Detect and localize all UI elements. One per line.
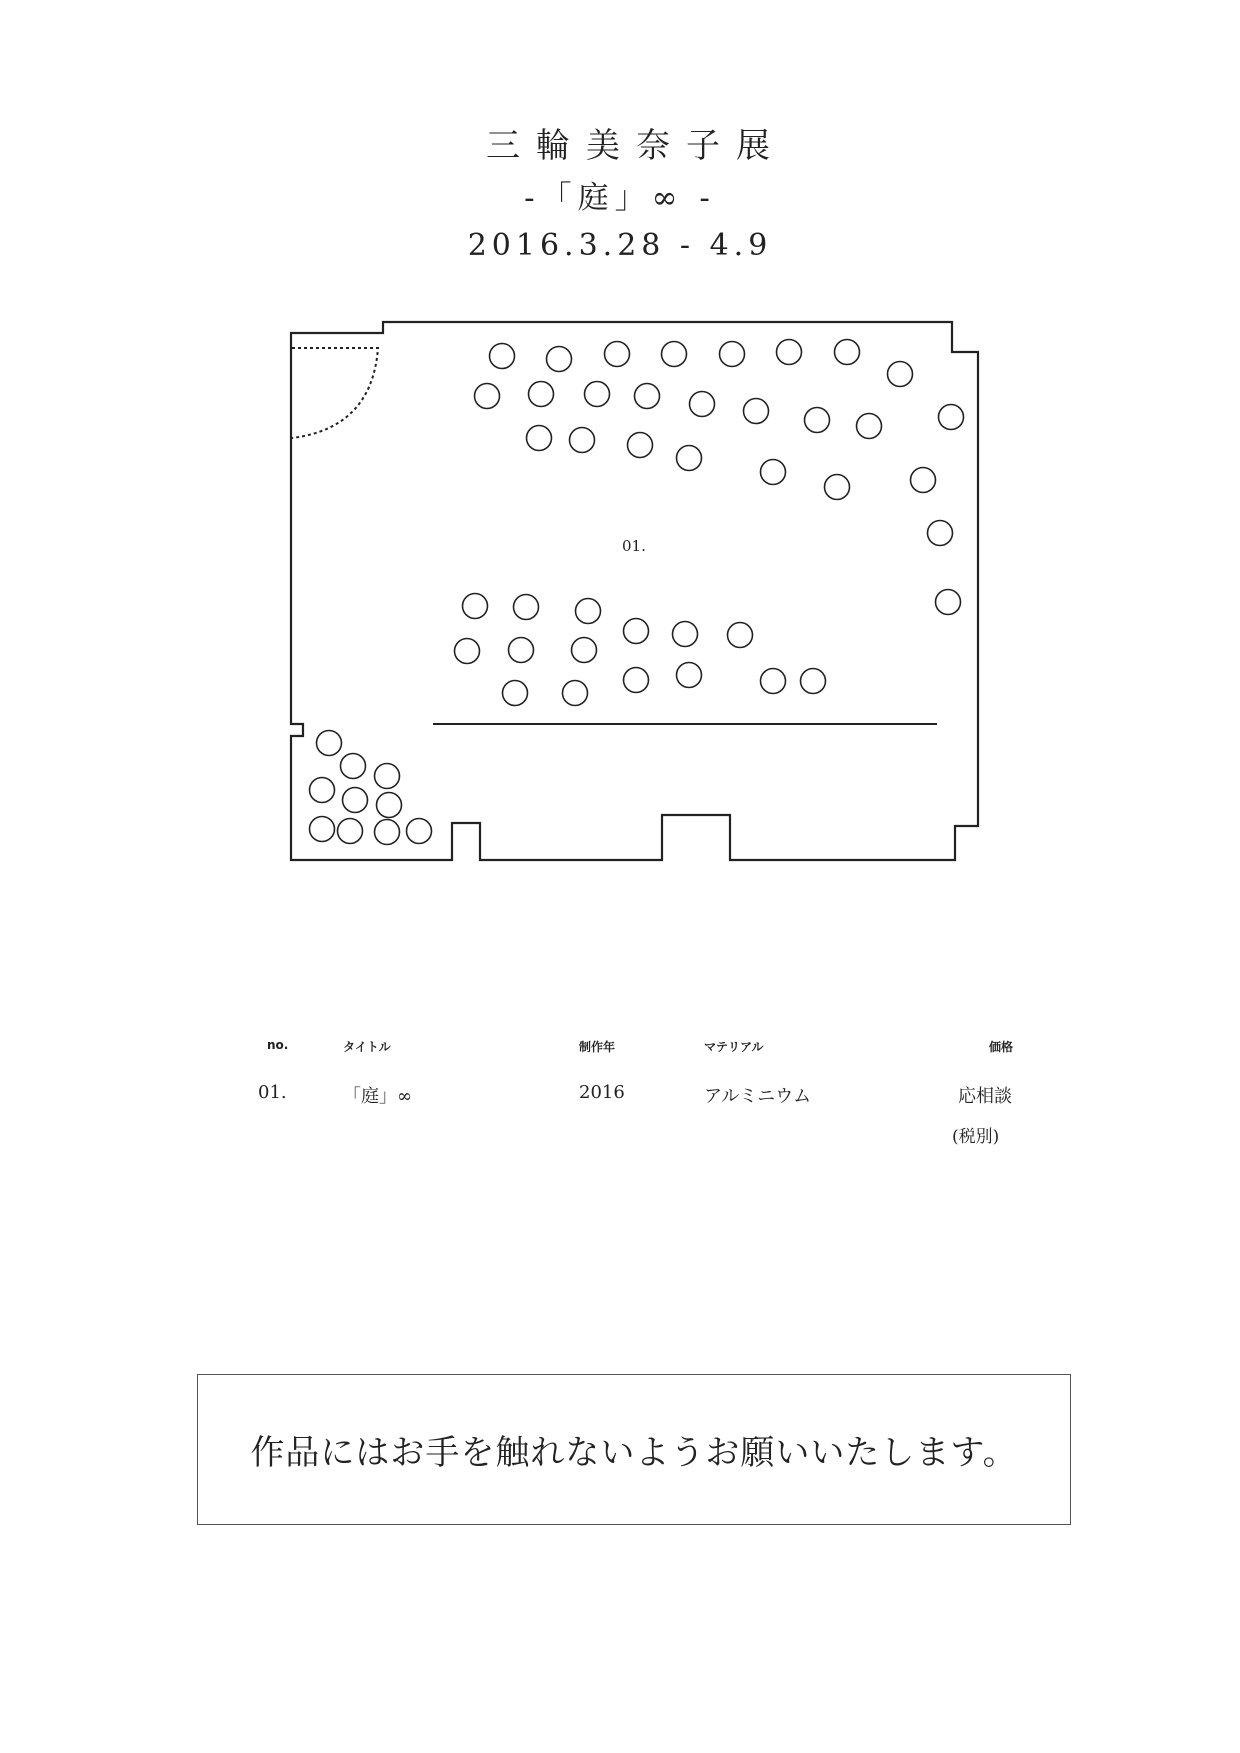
exhibition-subtitle: -「庭」∞ - [524, 180, 716, 216]
artwork-circle [310, 778, 335, 803]
artwork-circle [605, 342, 630, 367]
artwork-circle [761, 460, 786, 485]
artwork-circle [343, 788, 368, 813]
row-year: 2016 [579, 1082, 625, 1103]
header-year: 制作年 [579, 1040, 616, 1054]
artwork-circle [728, 623, 753, 648]
artwork-circle [563, 681, 588, 706]
artwork-circle [677, 663, 702, 688]
artwork-circle [624, 619, 649, 644]
artwork-circle [475, 384, 500, 409]
exhibition-title: 三輪美奈子展 [486, 126, 786, 166]
artwork-circle [570, 428, 595, 453]
artwork-circle [888, 362, 913, 387]
notice-box [197, 1374, 1071, 1525]
artwork-circle [744, 399, 769, 424]
artwork-circle [527, 426, 552, 451]
header-price: 価格 [989, 1040, 1014, 1054]
artwork-circle [547, 347, 572, 372]
row-material: アルミニウム [704, 1086, 812, 1107]
row-no: 01. [258, 1082, 287, 1103]
artwork-circle [407, 819, 432, 844]
artwork-circle [572, 638, 597, 663]
artwork-circle [624, 668, 649, 693]
artwork-circle [490, 344, 515, 369]
artwork-circle [463, 594, 488, 619]
header-no: no. [267, 1038, 289, 1052]
artwork-circle [801, 669, 826, 694]
row-price: 応相談 [958, 1086, 1012, 1107]
artwork-circle [377, 793, 402, 818]
artwork-circle [375, 764, 400, 789]
artwork-circle [720, 342, 745, 367]
artwork-circle [911, 468, 936, 493]
gallery-wall [291, 322, 978, 860]
door-swing [292, 348, 378, 438]
artwork-circle [928, 521, 953, 546]
header-title: タイトル [343, 1040, 391, 1054]
artwork-circle [576, 599, 601, 624]
row-title: 「庭」∞ [343, 1086, 412, 1107]
artwork-circles [310, 340, 964, 845]
artwork-circle [777, 340, 802, 365]
artwork-circle [503, 681, 528, 706]
work-number-label: 01. [622, 537, 646, 555]
artwork-circle [662, 342, 687, 367]
notice-text: 作品にはお手を触れないようお願いいたします。 [250, 1433, 1018, 1473]
artwork-circle [825, 475, 850, 500]
artwork-circle [939, 405, 964, 430]
exhibition-dates: 2016.3.28 - 4.9 [467, 228, 773, 263]
artwork-circle [509, 638, 534, 663]
artwork-circle [310, 817, 335, 842]
artwork-circle [690, 392, 715, 417]
artwork-circle [514, 595, 539, 620]
artwork-circle [761, 669, 786, 694]
artwork-circle [585, 382, 610, 407]
artwork-circle [529, 382, 554, 407]
artwork-circle [628, 433, 653, 458]
header-material: マテリアル [704, 1040, 764, 1054]
artwork-circle [673, 622, 698, 647]
artwork-circle [317, 731, 342, 756]
artwork-circle [455, 639, 480, 664]
artwork-circle [338, 819, 363, 844]
row-price-note: (税別) [952, 1127, 1000, 1147]
artwork-circle [936, 590, 961, 615]
artwork-circle [805, 408, 830, 433]
artwork-circle [341, 754, 366, 779]
artwork-circle [857, 414, 882, 439]
artwork-circle [635, 384, 660, 409]
artwork-circle [375, 820, 400, 845]
artwork-circle [677, 446, 702, 471]
artwork-circle [835, 340, 860, 365]
